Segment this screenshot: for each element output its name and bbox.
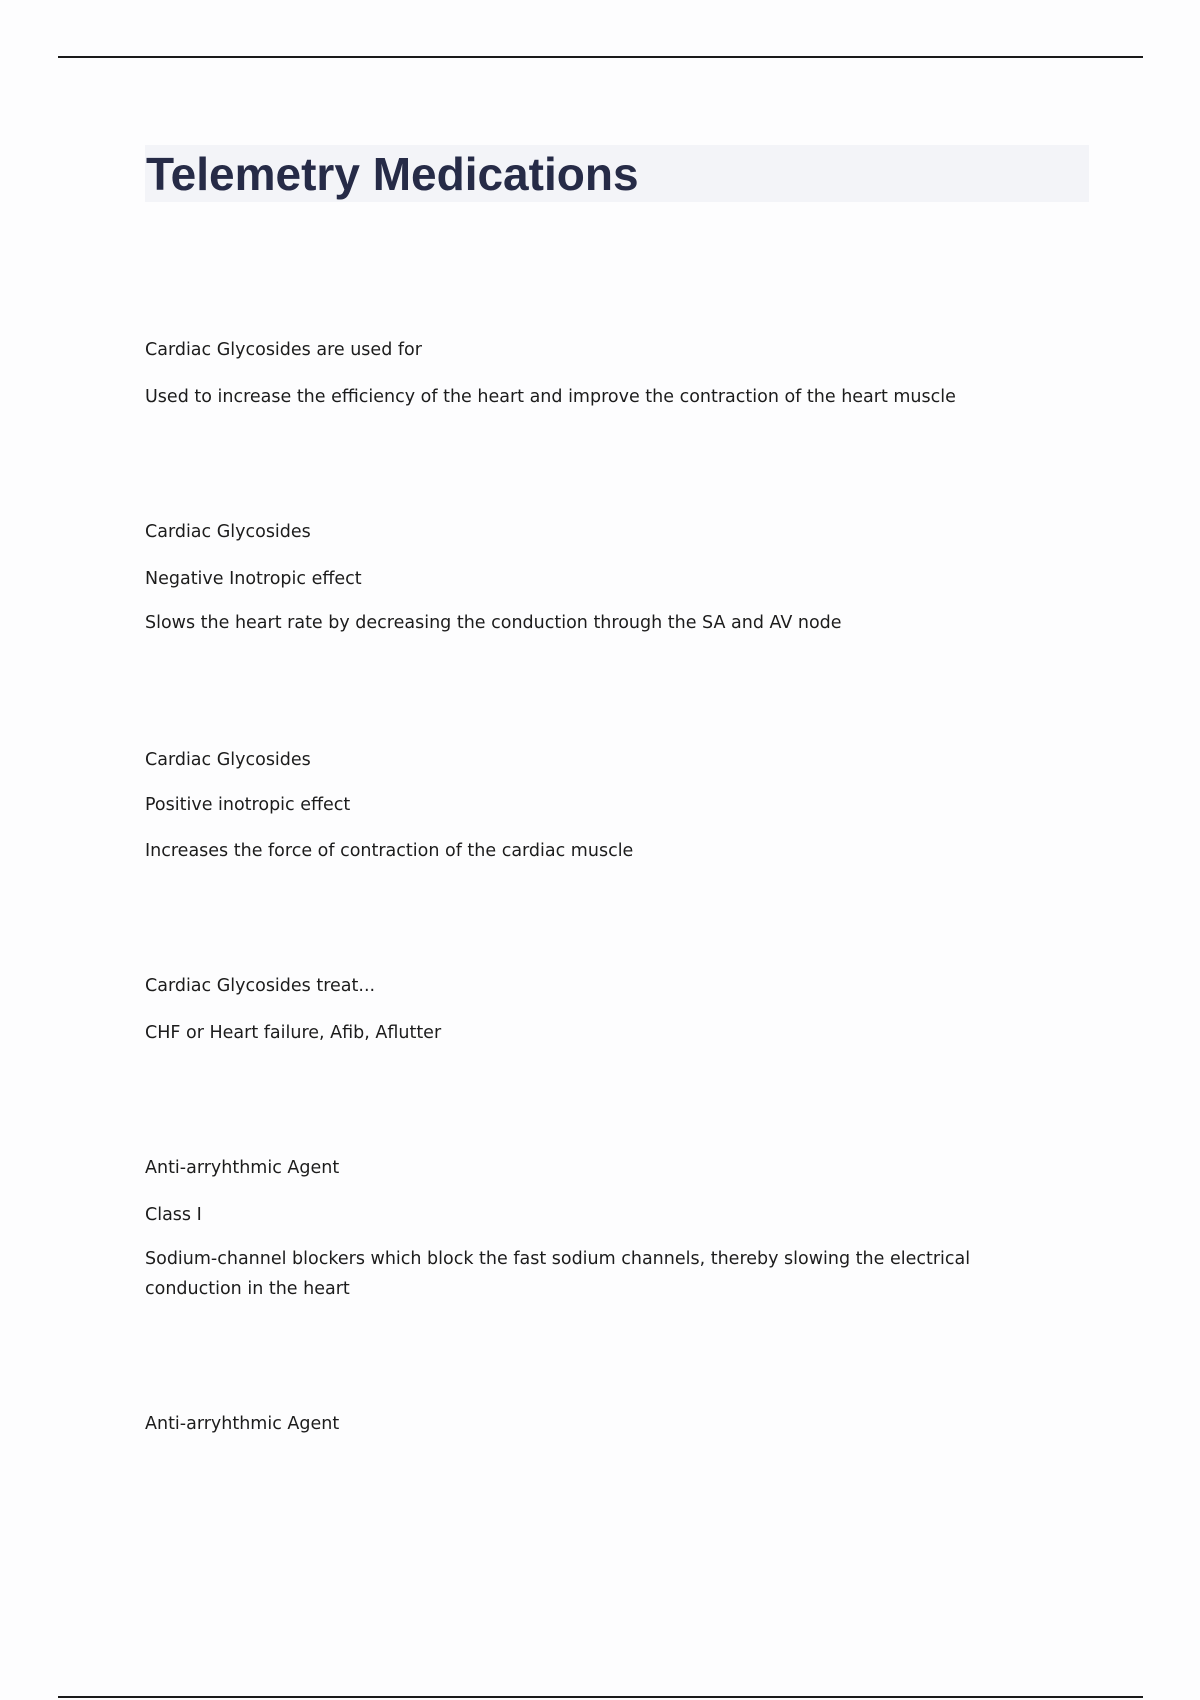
card-definition: Increases the force of contraction of the cardiac muscle — [145, 841, 634, 861]
card-term: Anti-arryhthmic Agent — [145, 1158, 340, 1178]
card-definition: CHF or Heart failure, Afib, Aflutter — [145, 1023, 442, 1043]
card-term: Cardiac Glycosides are used for — [145, 340, 422, 360]
card-definition: Used to increase the efficiency of the heart and improve the contraction of the heart muscle — [145, 387, 956, 407]
card-definition: Positive inotropic effect — [145, 795, 351, 815]
card-term: Cardiac Glycosides — [145, 750, 311, 770]
footer-rule — [58, 1696, 1143, 1698]
card-term: Cardiac Glycosides — [145, 522, 311, 542]
header-rule — [58, 56, 1143, 58]
card-term: Cardiac Glycosides treat... — [145, 976, 376, 996]
card-definition: Negative Inotropic effect — [145, 569, 362, 589]
card-definition: Class I — [145, 1205, 202, 1225]
card-term: Anti-arryhthmic Agent — [145, 1414, 340, 1434]
document-title: Telemetry Medications — [146, 148, 639, 200]
card-definition: Sodium-channel blockers which block the fast sodium channels, thereby slowing the electrical conduction in the heart — [145, 1249, 971, 1299]
card-definition: Slows the heart rate by decreasing the conduction through the SA and AV node — [145, 613, 842, 633]
